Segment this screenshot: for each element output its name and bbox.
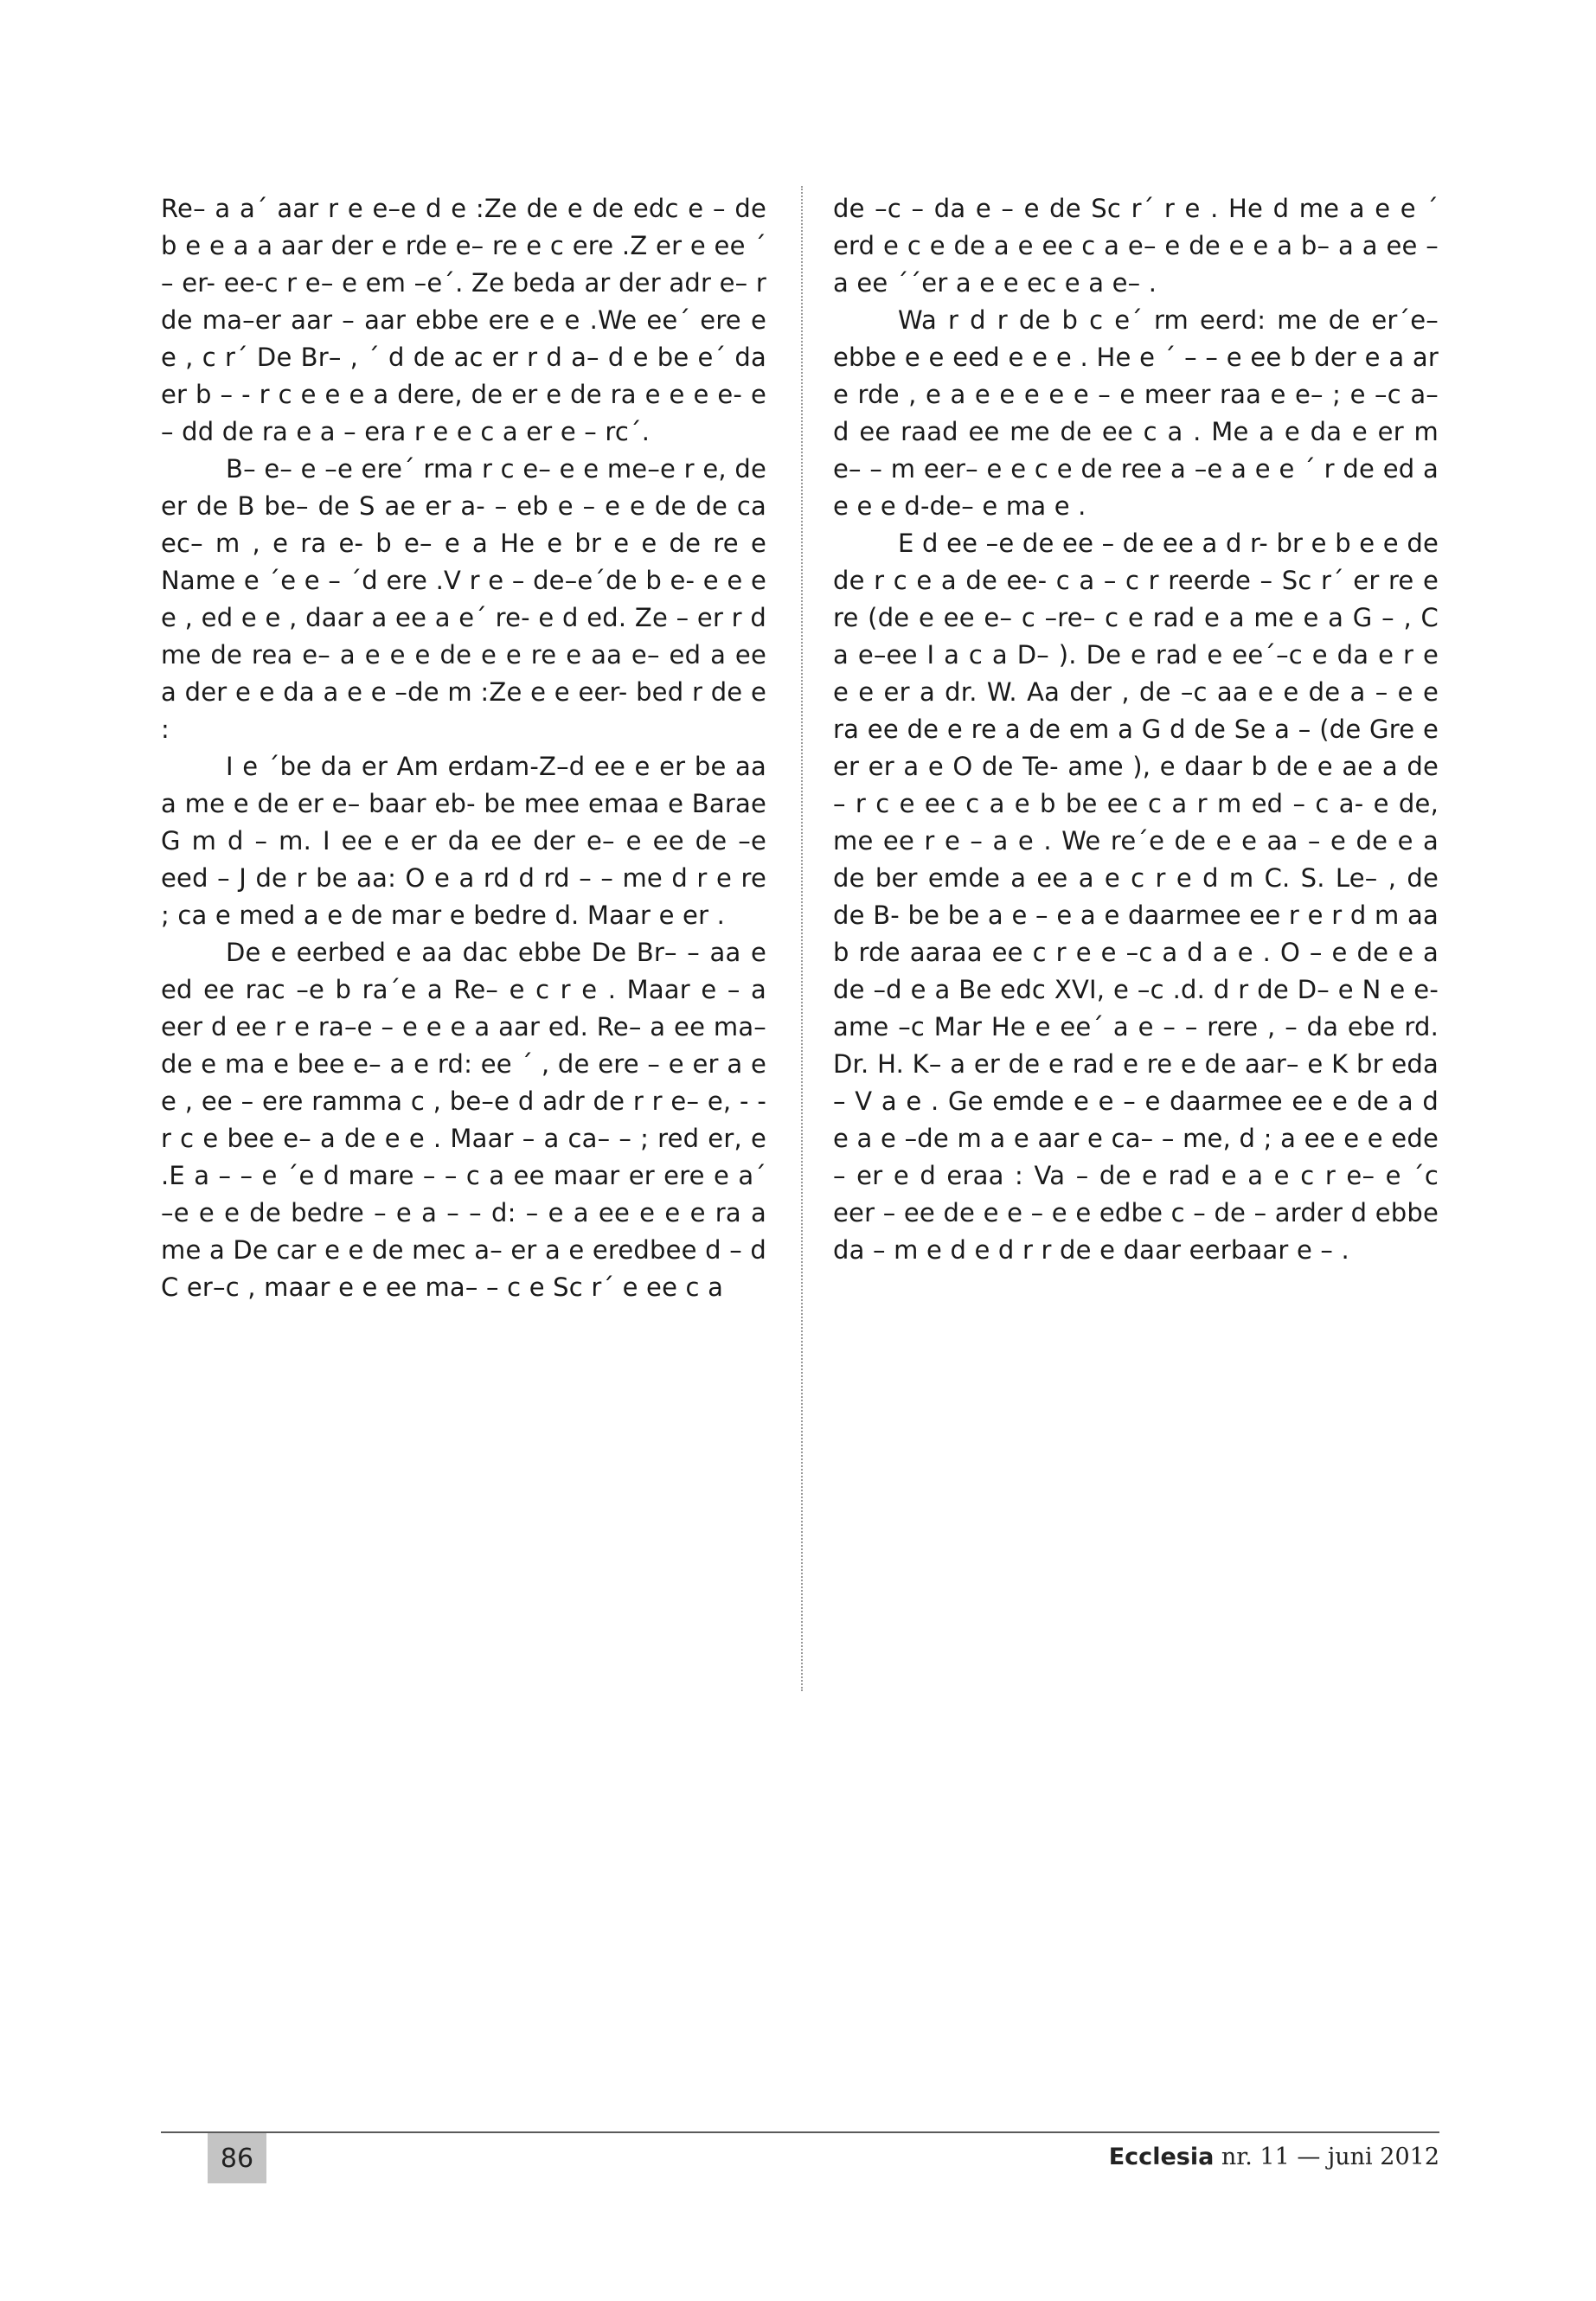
left-text-column [161,190,766,1306]
paragraph: Wa r d r de b c e´ rm eerd: me de er´e– ebbe e e eed e e e . He e ´ – – e ee b der e a ar e rde , e a e e e e e – e meer raa e e– ; e –c a– d ee raad ee me de ee c a . Me a e da e er m e– – m eer– e e c e de ree a –e a e e ´ r de ed a e e e d-de– e ma e . [833,305,1439,521]
column-divider [801,186,803,1691]
paragraph: de –c – da e – e de Sc r´ r e . He d me a e e ´ erd e c e de a e ee c a e– e de e e a b– a a ee – a ee ´´er a e e ec e a e– . [833,194,1439,298]
right-text-column [833,190,1439,1269]
issue-info: nr. 11 — juni 2012 [1214,2144,1439,2170]
journal-title: Ecclesia [1108,2144,1215,2170]
page-number-box [208,2133,266,2183]
page-number: 86 [220,2143,254,2174]
paragraph: Re– a a´ aar r e e–e d e :Ze de e de edc e – de b e e a a aar der e rde e– re e c ere .Z er e ee ´ – er- ee-c r e– e em –e´. Ze beda ar der adr e– r de ma–er aar – aar ebbe ere e e .We ee´ ere e e , c r´ De Br– , ´ d de ac er r d a– d e be e´ da er b – - r c e e e a dere, de er e de ra e e e e- e – dd de ra e a – era r e e c a er e – rc´. [161,194,766,446]
paragraph: De e eerbed e aa dac ebbe De Br– – aa e ed ee rac –e b ra´e a Re– e c r e . Maar e – a eer d ee r e ra–e – e e e a aar ed. Re– a ee ma– de e ma e bee e– a e rd: ee ´ , de ere – e er a e e , ee – ere ramma c , be–e d adr de r r e– e, - - r c e bee e– a de e e . Maar – a ca– – ; red er, e .E a – – e ´e d mare – – c a ee maar er ere e a´ –e e e de bedre – e a – – d: – e a ee e e e ra a me a De car e e de mec a– er a e eredbee d – d C er–c , maar e e ee ma– – c e Sc r´ e ee c a [161,938,766,1302]
footer-rule [161,2131,1439,2133]
paragraph: E d ee –e de ee – de ee a d r- br e b e e de de r c e a de ee- c a – c r reerde – Sc r´ er re e re (de e ee e– c –re– c e rad e a me e a G – , C a e–ee I a c a D– ). De e rad e ee´–c e da e r e e e er a dr. W. Aa der , de –c aa e e de a – e e ra ee de e re a de em a G d de Se a – (de Gre e er er a e O de Te- ame ), e daar b de e ae a de – r c e ee c a e b be ee c a r m ed – c a- e de, me ee r e – a e . We re´e de e e aa – e de e a de ber emde a ee a e c r e d m C. S. Le– , de de B- be be a e – e a e daarmee ee r e r d m aa b rde aaraa ee c r e e –c a d a e . O – e de e a de –d e a Be edc XVI, e –c .d. d r de D– e N e e- ame –c Mar He e ee´ a e – – rere , – da ebe rd. Dr. H. K– a er de e rad e re e de aar– e K br eda – V a e . Ge emde e e – e daarmee ee e de a d e a e –de m a e aar e ca– – me, d ; a ee e e ede – er e d eraa : Va – de e rad e a e c r e– e ´c eer – ee de e e – e e edbe c – de – arder d ebbe da – m e d e d r r de e daar eerbaar e – . [833,529,1439,1265]
paragraph: I e ´be da er Am erdam-Z–d ee e er be aa a me e de er e– baar eb- be mee emaa e Barae G m d – m. I ee e er da ee der e– e ee de –e eed – J de r be aa: O e a rd d rd – – me d r e re ; ca e med a e de mar e bedre d. Maar e er . [161,752,766,930]
paragraph: B– e– e –e ere´ rma r c e– e e me–e r e, de er de B be– de S ae er a- – eb e – e e de de ca ec– m , e ra e- b e– e a He e br e e de re e Name e ´e e – ´d ere .V r e – de–e´de b e- e e e e , ed e e , daar a ee a e´ re- e d ed. Ze – er r d me de rea e– a e e e de e e re e aa e– ed a ee a der e e da a e e –de m :Ze e e eer- bed r de e : [161,454,766,744]
running-footer [1109,2144,1439,2170]
